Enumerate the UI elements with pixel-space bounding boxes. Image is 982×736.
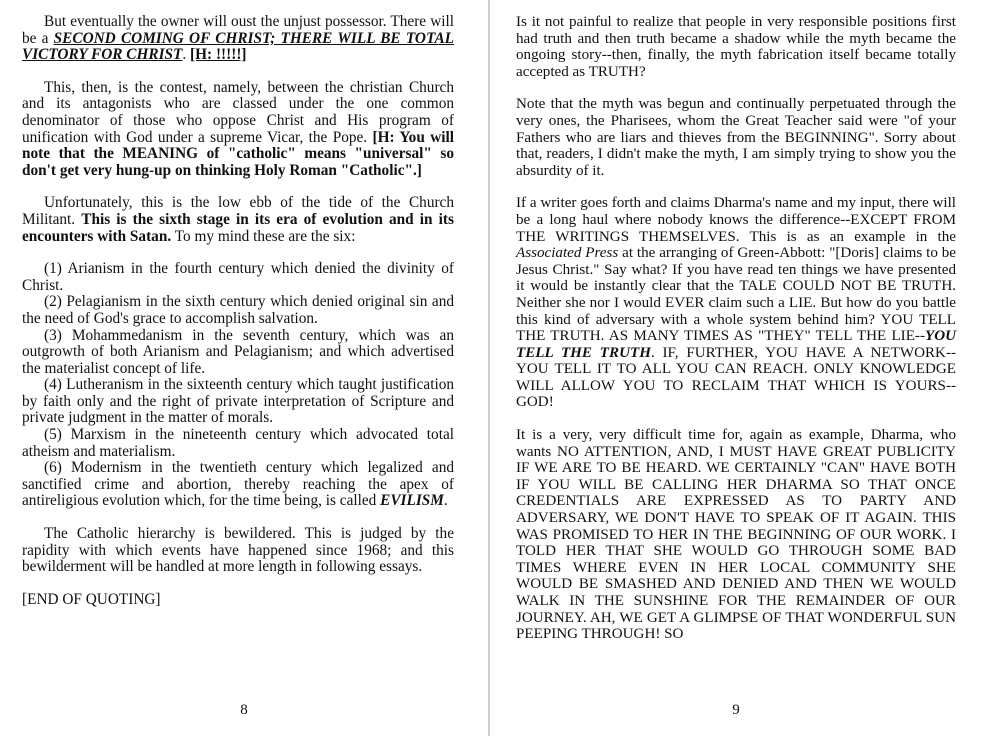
text-run: . IF, FURTHER, YOU HAVE A NETWORK--YOU TELL IT TO ALL YOU CAN REACH. ONLY KNOWLEDGE WILL ALLOW YOU TO RECLAIM THAT WHICH IS YOURS--GOD!: [516, 344, 957, 411]
bold-run: This is the sixth stage in its era of evolution and in its encounters with Satan.: [22, 210, 454, 245]
text-run: But eventually the owner will oust the unjust possessor. There will be a: [22, 13, 454, 47]
page-number: 8: [240, 702, 248, 718]
emphasis-run: YOU TELL THE TRUTH: [516, 328, 956, 361]
end-of-quoting: [END OF QUOTING]: [22, 590, 161, 608]
emphasis-run: SECOND COMING OF CHRIST; THERE WILL BE TOTAL VICTORY FOR CHRIST: [22, 29, 454, 64]
list-item: (4) Lutheranism in the sixteenth century which taught justification by faith only and the right of private interpretation of Scripture and private judgment in the matter of morals.: [22, 376, 454, 427]
left-page-text: [22, 14, 454, 624]
text-run: If a writer goes forth and claims Dharma's name and my input, there will be a long haul where nobody knows the difference--EXCEPT FROM THE WRITINGS THEMSELVES. This is as an example in the: [516, 195, 956, 245]
list-item: (1) Arianism in the fourth century which denied the divinity of Christ.: [22, 260, 454, 294]
list-item: (5) Marxism in the nineteenth century which advocated total atheism and materialism.: [22, 426, 454, 460]
left-paragraph-1: [22, 14, 454, 64]
left-paragraph-3: [22, 195, 454, 245]
left-page: [0, 0, 488, 736]
list-item: (3) Mohammedanism in the seventh century, which was an outgrowth of both Arianism and Pelagianism; and which advertised the materialist concept of life.: [22, 326, 454, 377]
right-page: [490, 0, 982, 736]
text-run: Unfortunately, this is the low ebb of the tide of the Church Militant.: [22, 194, 454, 228]
text-run: at the arranging of Green-Abbott: "[Doris] claims to be Jesus Christ." Say what? If you have read ten things we have presented it would be instantly clear that the TALE COULD NOT BE TRUTH. Neither she nor I would EVER claim such a LIE. But how do you battle this kind of adversary with a whole system behind him? YOU TELL THE TRUTH. AS MANY TIMES AS "THEY" TELL THE LIE--: [516, 245, 956, 345]
bracket-note: [H: You will note that the MEANING of "catholic" means "universal" so don't get very hung-up on thinking Holy Roman "Catholic".]: [22, 128, 454, 179]
italic-run: Associated Press: [516, 245, 619, 262]
left-paragraph-4: The Catholic hierarchy is bewildered. This is judged by the rapidity with which events have happened since 1968; and this bewilderment will be handled at more length in following essays.: [22, 525, 454, 576]
heresy-list: [22, 261, 454, 510]
page-number: 9: [732, 702, 740, 718]
emphasis-run: EVILISM: [380, 492, 444, 510]
right-paragraph-3: [516, 195, 956, 411]
text-run: (6) Modernism in the twentieth century which legalized and sanctified crime and abortion, thereby reaching the apex of antireligious evolution which, for the time being, is called: [22, 459, 454, 510]
list-item: (2) Pelagianism in the sixth century which denied original sin and the need of God's grace to accomplish salvation.: [22, 293, 454, 327]
bracket-note: [H: !!!!!]: [190, 46, 247, 64]
right-paragraph-1: Is it not painful to realize that people in very responsible positions first had truth and then truth became a shadow while the myth became the ongoing story--then, finally, the myth fabrication itself became totally accepted as TRUTH?: [516, 14, 956, 80]
right-paragraph-2: Note that the myth was begun and continually perpetuated through the very ones, the Pharisees, whom the Great Teacher said were "of your Fathers who are liars and thieves from the BEGINNING". Sorry about that, readers, I didn't make the myth, I am simply trying to show you the absurdity of it.: [516, 96, 956, 179]
text-run: .: [443, 492, 448, 510]
right-paragraph-4: It is a very, very difficult time for, again as example, Dharma, who wants NO ATTENTION, AND, I MUST HAVE GREAT PUBLICITY IF WE ARE TO BE HEARD. WE CERTAINLY "CAN" HAVE BOTH IF YOU WILL BE CALLING HER DHARMA SO THAT ONCE CREDENTIALS ARE EXPRESSED AS TO PARTY AND ADVERSARY, WE DON'T HAVE TO SPEAK OF IT AGAIN. THIS WAS PROMISED TO HER IN THE BEGINNING OF OUR WORK. I TOLD HER THAT SHE WOULD GO THROUGH SOME BAD TIMES WHERE EVEN IN HER LOCAL COMMUNITY SHE WOULD BE SMASHED AND DENIED AND THEN WE WOULD WALK IN THE SUNSHINE FOR THE REMAINDER OF OUR JOURNEY. AH, WE GET A GLIMPSE OF THAT WONDERFUL SUN PEEPING THROUGH! SO: [516, 427, 956, 643]
right-page-text: [516, 14, 956, 659]
text-run: To my mind these are the six:: [171, 227, 356, 245]
left-paragraph-2: [22, 80, 454, 180]
list-item: [22, 460, 454, 510]
text-run: .: [182, 46, 191, 64]
text-run: This, then, is the contest, namely, between the christian Church and its antagonists who are classed under the one common denominator of those who oppose Christ and His program of unification with God under a supreme Vicar, the Pope.: [22, 78, 454, 146]
